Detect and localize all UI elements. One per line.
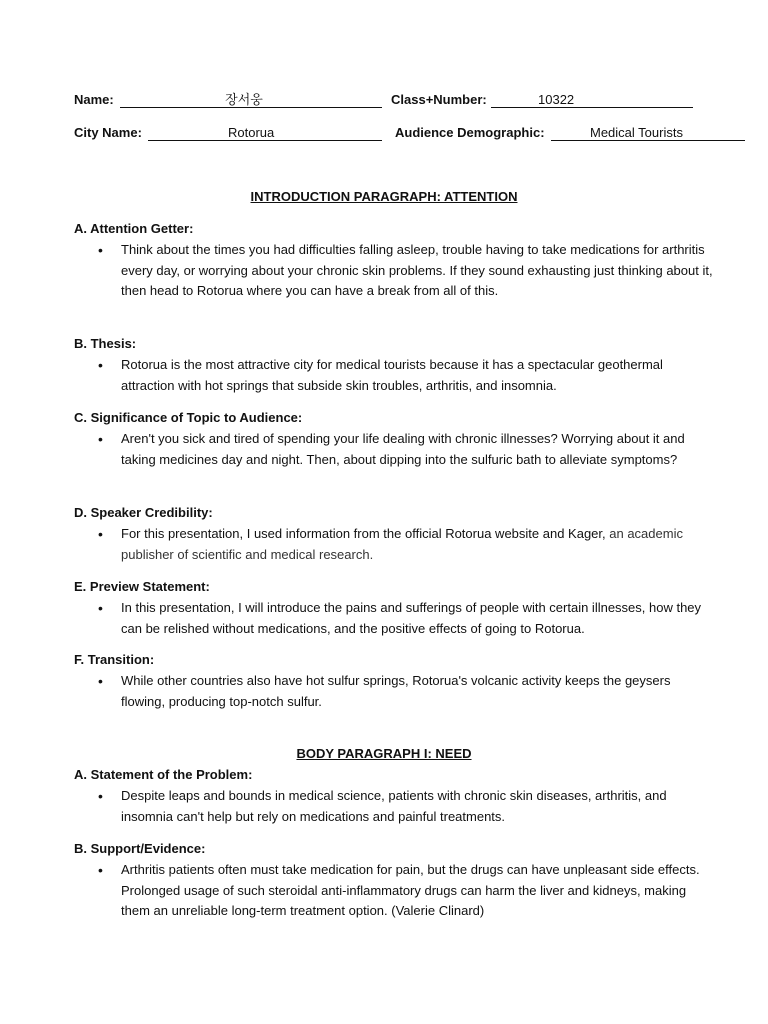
bullet-text: • While other countries also have hot sulfur springs, Rotorua's volcanic activity keeps the geysers flowing, producing top-notch sulfur. [74, 671, 714, 712]
body1-item-support [74, 839, 714, 922]
intro-item-thesis [74, 334, 714, 396]
item-label: D. Speaker Credibility: [74, 505, 213, 520]
class-number-label: Class+Number: [391, 92, 487, 107]
bullet-text: • Despite leaps and bounds in medical science, patients with chronic skin diseases, arthritis, and insomnia can't help but rely on medications and painful treatments. [74, 786, 714, 827]
intro-item-transition [74, 650, 714, 712]
bullet-text: • In this presentation, I will introduce the pains and sufferings of people with certain illnesses, how they can be relished without medications, and the positive effects of going to Rotorua. [74, 598, 714, 639]
bullet-item [74, 524, 714, 565]
item-label: B. Thesis: [74, 336, 137, 351]
bullet-text: • Think about the times you had difficulties falling asleep, trouble having to take medications for arthritis every day, or worrying about your chronic skin problems. If they sound exhausting just thinking about it, then head to Rotorua where you can have a break from all of this. [74, 240, 714, 302]
city-name-field [148, 123, 382, 141]
header-row-city [74, 123, 754, 143]
item-label: E. Preview Statement: [74, 579, 210, 594]
city-name-value: Rotorua [228, 125, 275, 140]
bullet-text-part-a: For this presentation, I used information from the official Rotorua website and Kager, [121, 526, 610, 541]
intro-item-speaker-credibility [74, 503, 714, 565]
intro-section-title: INTRODUCTION PARAGRAPH: ATTENTION [250, 189, 518, 204]
class-number-value: 10322 [538, 92, 575, 107]
name-label: Name: [74, 92, 114, 107]
audience-demographic-field [551, 123, 745, 141]
item-label: F. Transition: [74, 652, 155, 667]
class-number-field [491, 90, 693, 108]
item-label: A. Statement of the Problem: [74, 767, 253, 782]
intro-item-significance [74, 408, 714, 470]
item-label: C. Significance of Topic to Audience: [74, 410, 303, 425]
intro-item-preview-statement [74, 577, 714, 639]
bullet-text-part-b: an academic publisher of scientific and medical research. [121, 526, 683, 562]
name-field [120, 90, 382, 108]
item-label: A. Attention Getter: [74, 221, 194, 236]
intro-item-attention-getter [74, 219, 714, 302]
bullet-text: • Aren't you sick and tired of spending your life dealing with chronic illnesses? Worrying about it and taking medicines day and night. Then, about dipping into the sulfuric bath to alleviate symptoms? [74, 429, 714, 470]
bullet-text: • Rotorua is the most attractive city for medical tourists because it has a spectacular geothermal attraction with hot springs that subside skin troubles, arthritis, and insomnia. [74, 355, 714, 396]
city-name-label: City Name: [74, 125, 142, 140]
body1-section-title: BODY PARAGRAPH I: NEED [296, 746, 472, 761]
audience-demographic-value: Medical Tourists [590, 125, 683, 140]
header-row-name [74, 90, 714, 110]
item-label: B. Support/Evidence: [74, 841, 206, 856]
bullet-text: • Arthritis patients often must take medication for pain, but the drugs can have unpleasant side effects. Prolonged usage of such steroidal anti-inflammatory drugs can harm the liver and kidneys, making them an unreliable long-term treatment option. (Valerie Clinard) [74, 860, 714, 922]
name-value: 장서웅 [225, 92, 263, 107]
audience-demographic-label: Audience Demographic: [395, 125, 545, 140]
body1-item-problem [74, 765, 714, 827]
